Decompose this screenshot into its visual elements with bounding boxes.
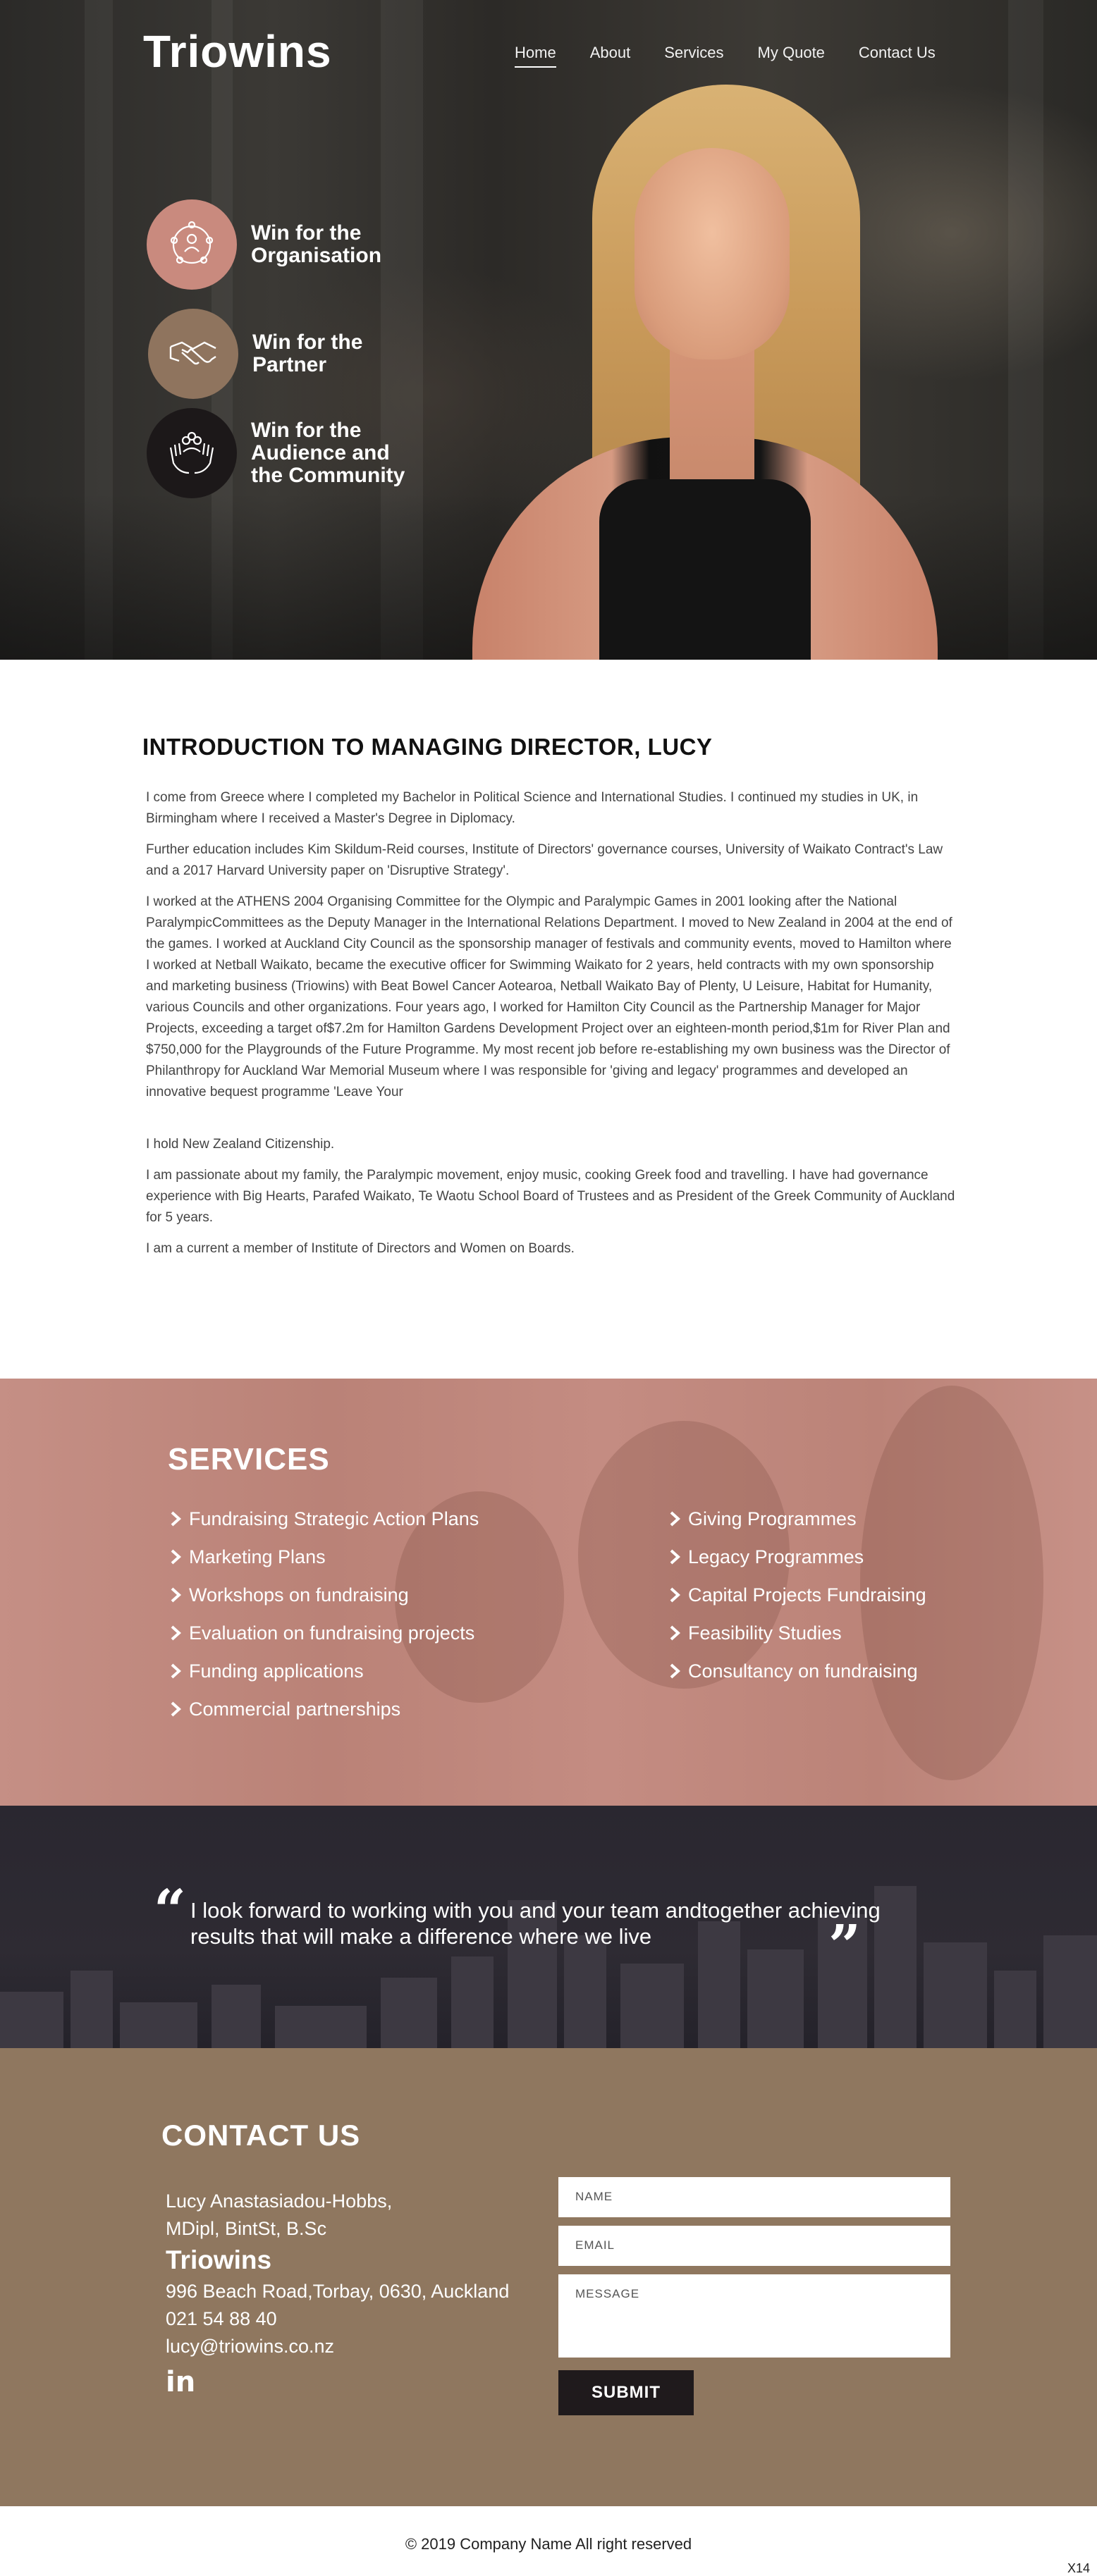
services-heading: SERVICES (168, 1442, 330, 1477)
service-label: Evaluation on fundraising projects (189, 1622, 475, 1644)
service-item (169, 1538, 479, 1576)
nav-my-quote[interactable]: My Quote (757, 44, 825, 61)
service-item (668, 1652, 926, 1690)
services-list-right (668, 1500, 926, 1690)
organisation-network-icon (147, 199, 237, 290)
contact-heading: CONTACT US (161, 2119, 361, 2152)
contact-form (558, 2177, 950, 2415)
services-list-left (169, 1500, 479, 1728)
quote-section (0, 1806, 1097, 2048)
chevron-right-icon (668, 1548, 681, 1565)
contact-phone[interactable]: 021 54 88 40 (166, 2308, 277, 2329)
chevron-right-icon (169, 1663, 182, 1680)
intro-paragraph: I come from Greece where I completed my Bachelor in Political Science and International Studies. I continued my studies in UK, in Birmingham where I received a Master's Degree in Diplomacy. (146, 790, 919, 826)
contact-name: Lucy Anastasiadou-Hobbs, (166, 2190, 393, 2212)
corner-badge: X14 (1067, 2561, 1090, 2575)
services-section (0, 1379, 1097, 1806)
submit-button[interactable]: SUBMIT (558, 2370, 694, 2415)
service-label: Marketing Plans (189, 1546, 326, 1567)
service-label: Giving Programmes (688, 1508, 857, 1529)
chevron-right-icon (668, 1625, 681, 1641)
service-label: Commercial partnerships (189, 1698, 401, 1720)
intro-paragraph: I am a current a member of Institute of Directors and Women on Boards. (146, 1241, 575, 1256)
footer (0, 2506, 1097, 2576)
service-item (169, 1576, 479, 1614)
service-label: Legacy Programmes (688, 1546, 864, 1567)
chevron-right-icon (169, 1625, 182, 1641)
email-input[interactable]: EMAIL (558, 2226, 950, 2266)
win-label: Win for the Audience and the Community (251, 419, 405, 487)
service-label: Capital Projects Fundraising (688, 1584, 926, 1606)
chevron-right-icon (169, 1510, 182, 1527)
director-portrait (458, 85, 952, 660)
chevron-right-icon (668, 1663, 681, 1680)
intro-paragraph: I am passionate about my family, the Paralympic movement, enjoy music, cooking Greek food and travelling. I have had governance experience with Big Hearts, Parafed Waikato, Te Waotu School Board of Trustees and as President of the Greek Community of Auckland for 5 years. (146, 1168, 955, 1225)
intro-paragraph: I worked at the ATHENS 2004 Organising Committee for the Olympic and Paralympic Games in 2001 looking after the National ParalympicCommittees as the Deputy Manager in the International Relations Department. I moved to New Zealand in 2004 at the end of the games. I worked at Auckland City Council as the sponsorship manager of festivals and community events, moved to Hamilton where I worked at Netball Waikato, became the executive officer for Swimming Waikato for 2 years, held contracts with my own sponsorship and marketing business (Triowins) with Beat Bowel Cancer Aotearoa, Netball Waikato Bay of Plenty, U Leisure, Habitat for Humanity, various Councils and other organizations. Four years ago, I worked for Hamilton City Council as the Partnership Manager for Major Projects, exceeding a target of$7.2m for Hamilton Gardens Development Project over an eighteen-month period,$1m for River Plan and $750,000 for the Playgrounds of the Future Programme. My most recent job before re-establishing my own business was the Director of Philanthropy for Auckland War Memorial Museum where I was responsible for 'giving and legacy' programmes and developed an innovative bequest programme 'Leave Your (146, 894, 952, 1099)
win-label: Win for the Organisation (251, 221, 382, 267)
intro-body (146, 787, 957, 1269)
service-item (668, 1500, 926, 1538)
handshake-icon (148, 309, 238, 399)
main-nav (515, 44, 969, 68)
service-item (668, 1576, 926, 1614)
quote-text: I look forward to working with you and your team andtogether achieving results that will make a difference where we live (190, 1898, 881, 1949)
copyright-text: © 2019 Company Name All right reserved (405, 2535, 692, 2553)
nav-contact-us[interactable]: Contact Us (858, 44, 936, 61)
chevron-right-icon (169, 1701, 182, 1718)
contact-info (166, 2188, 509, 2399)
service-label: Feasibility Studies (688, 1622, 842, 1644)
win-partner (148, 309, 422, 399)
chevron-right-icon (668, 1586, 681, 1603)
win-community (147, 408, 420, 498)
nav-services[interactable]: Services (664, 44, 724, 61)
close-quote-icon: ” (828, 1912, 862, 1978)
service-label: Consultancy on fundraising (688, 1660, 918, 1682)
chevron-right-icon (668, 1510, 681, 1527)
win-label: Win for the Partner (252, 331, 363, 376)
service-label: Funding applications (189, 1660, 364, 1682)
message-textarea[interactable]: MESSAGE (558, 2274, 950, 2358)
open-quote-icon: “ (154, 1877, 187, 1943)
contact-email[interactable]: lucy@triowins.co.nz (166, 2336, 334, 2357)
site-logo[interactable]: Triowins (143, 26, 332, 77)
service-label: Workshops on fundraising (189, 1584, 409, 1606)
name-input[interactable]: NAME (558, 2177, 950, 2217)
nav-about[interactable]: About (589, 44, 631, 61)
service-item (668, 1538, 926, 1576)
intro-paragraph: I hold New Zealand Citizenship. (146, 1137, 335, 1152)
service-label: Fundraising Strategic Action Plans (189, 1508, 479, 1529)
service-item (668, 1614, 926, 1652)
service-item (169, 1652, 479, 1690)
community-hands-icon (147, 408, 237, 498)
intro-paragraph: Further education includes Kim Skildum-Reid courses, Institute of Directors' governance courses, University of Waikato Contract's Law and a 2017 Harvard University paper on 'Disruptive Strategy'. (146, 842, 943, 878)
contact-section (0, 2048, 1097, 2506)
chevron-right-icon (169, 1586, 182, 1603)
service-item (169, 1690, 479, 1728)
service-item (169, 1614, 479, 1652)
hero-section (0, 0, 1097, 660)
chevron-right-icon (169, 1548, 182, 1565)
intro-heading: INTRODUCTION TO MANAGING DIRECTOR, LUCY (142, 734, 713, 760)
linkedin-icon[interactable]: in (166, 2366, 196, 2398)
nav-home[interactable]: Home (515, 44, 556, 68)
win-organisation (147, 199, 420, 290)
intro-section (0, 660, 1097, 1379)
service-item (169, 1500, 479, 1538)
contact-brand: Triowins (166, 2245, 272, 2274)
contact-credentials: MDipl, BintSt, B.Sc (166, 2218, 327, 2239)
contact-address: 996 Beach Road,Torbay, 0630, Auckland (166, 2281, 510, 2302)
